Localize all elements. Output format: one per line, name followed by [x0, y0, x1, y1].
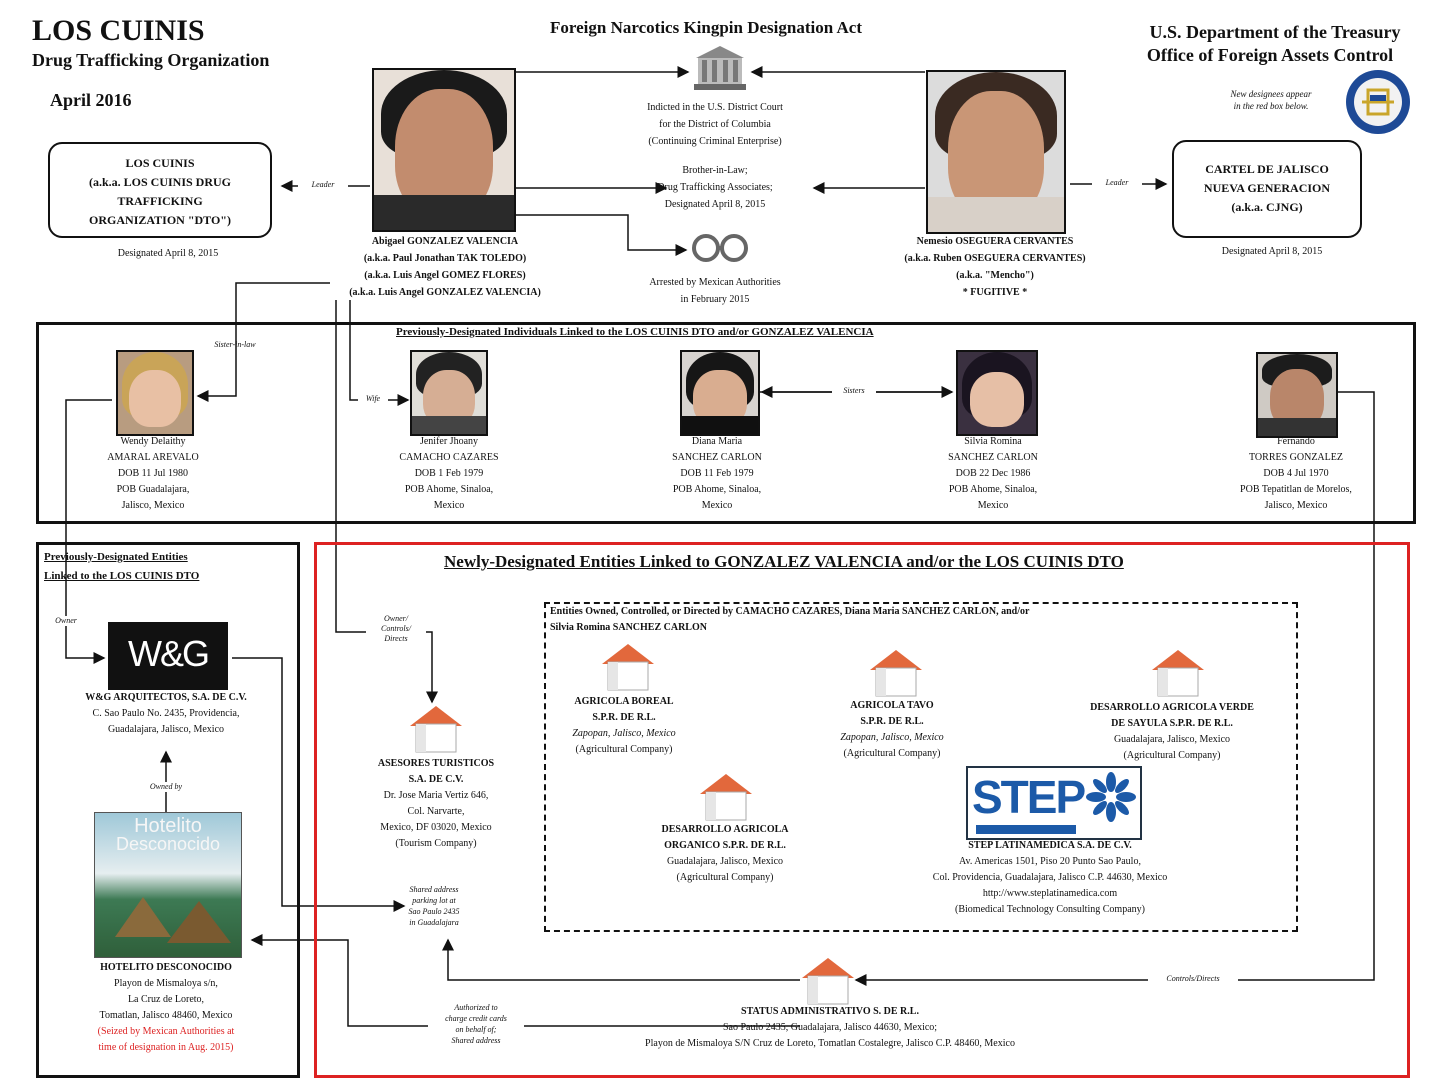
house-icon — [866, 646, 926, 698]
hotel-caption: HOTELITO DESCONOCIDO Playon de Mismaloya s/n, La Cruz de Loreto, Tomatlan, Jalisco 48460, Mexico (Seized by Mexican Authorities at time of designation in Aug. 2015) — [97, 962, 235, 1053]
house-icon — [598, 640, 658, 692]
status-caption: STATUS ADMINISTRATIVO S. DE R.L. Sao Paulo 2435, Guadalajara, Jalisco 44630, Mexico; Playon de Mismaloya S/N Cruz de Loreto, Tomatlan Costalegre, Jalisco C.P. 48460, Mexico — [645, 1006, 1015, 1049]
step-logo: STEP — [966, 766, 1142, 840]
dashed-box-heading: Entities Owned, Controlled, or Directed by CAMACHO CAZARES, Diana Maria SANCHEZ CARLON, and/or Silvia Romina SANCHEZ CARLON — [550, 606, 1030, 633]
authorized-note: Authorized to charge credit cards on behalf of; Shared address — [428, 1002, 524, 1046]
cjng-org-box: CARTEL DE JALISCO NUEVA GENERACION (a.k.a. CJNG) — [1172, 140, 1362, 238]
asesores-caption: ASESORES TURISTICOS S.A. DE C.V. Dr. Jose Maria Vertiz 646, Col. Narvarte, Mexico, DF 03020, Mexico (Tourism Company) — [377, 758, 495, 849]
hut-shapes — [105, 887, 235, 957]
hotel-photo: Hotelito Desconocido — [94, 812, 242, 958]
leader-label-left: Leader — [298, 180, 348, 190]
los-cuinis-designated: Designated April 8, 2015 — [117, 248, 219, 259]
sister-in-law-label: Sister-in-law — [214, 340, 256, 349]
owner-label: Owner — [46, 616, 86, 626]
house-icon — [406, 702, 466, 754]
person-photo-silvia — [956, 350, 1038, 436]
leader-gonzalez-caption: Abigael GONZALEZ VALENCIA (a.k.a. Paul Jonathan TAK TOLEDO) (a.k.a. Luis Angel GOMEZ FLORES) (a.k.a. Luis Angel GONZALEZ VALENCIA) — [349, 236, 541, 298]
organico-caption: DESARROLLO AGRICOLA ORGANICO S.P.R. DE R.L. Guadalajara, Jalisco, Mexico (Agricultural Company) — [661, 824, 789, 883]
dept-line2: Office of Foreign Assets Control — [1146, 45, 1394, 65]
new-entities-heading: Newly-Designated Entities Linked to GONZALEZ VALENCIA and/or the LOS CUINIS DTO — [444, 552, 1124, 571]
step-caption: STEP LATINAMEDICA S.A. DE C.V. Av. Americas 1501, Piso 20 Punto Sao Paulo, Col. Providencia, Guadalajara, Jalisco C.P. 44630, Mexico http://www.steplatinamedica.com (Biomedical Technology Consulting Company) — [932, 840, 1168, 915]
leader-photo-gonzalez — [372, 68, 516, 232]
date: April 2016 — [50, 90, 132, 110]
person-photo-camacho — [410, 350, 488, 436]
person-caption-amaral: Wendy Delaithy AMARAL AREVALO DOB 11 Jul 1980 POB Guadalajara, Jalisco, Mexico — [107, 436, 199, 511]
wg-caption: W&G ARQUITECTOS, S.A. DE C.V. C. Sao Paulo No. 2435, Providencia, Guadalajara, Jalisco, Mexico — [85, 692, 247, 735]
shared-address-note: Shared address parking lot at Sao Paulo 2435 in Guadalajara — [408, 885, 460, 927]
controls-directs-label: Controls/Directs — [1148, 974, 1238, 984]
leader-photo-oseguera — [926, 70, 1066, 234]
main-title: LOS CUINIS — [32, 14, 205, 47]
house-icon — [696, 770, 756, 822]
step-flower-icon — [1086, 772, 1136, 822]
person-caption-camacho: Jenifer Jhoany CAMACHO CAZARES DOB 1 Feb 1979 POB Ahome, Sinaloa, Mexico — [399, 436, 499, 511]
indicted-note: Indicted in the U.S. District Court for the District of Columbia (Continuing Criminal Enterprise) — [647, 102, 783, 147]
sisters-label: Sisters — [832, 386, 876, 396]
person-caption-silvia: Silvia Romina SANCHEZ CARLON DOB 22 Dec 1986 POB Ahome, Sinaloa, Mexico — [948, 436, 1038, 511]
dept-line1: U.S. Department of the Treasury — [1149, 22, 1401, 42]
house-icon — [798, 954, 858, 1006]
new-designees-note: New designees appear in the red box below. — [1230, 89, 1312, 111]
previous-entities-heading: Previously-Designated Entities Linked to the LOS CUINIS DTO — [44, 551, 200, 582]
boreal-caption: AGRICOLA BOREAL S.P.R. DE R.L. Zapopan, Jalisco, Mexico (Agricultural Company) — [572, 696, 676, 755]
person-photo-torres — [1256, 352, 1338, 438]
arrested-note: Arrested by Mexican Authorities in February 2015 — [649, 277, 781, 305]
tavo-caption: AGRICOLA TAVO S.P.R. DE R.L. Zapopan, Jalisco, Mexico (Agricultural Company) — [840, 700, 944, 759]
verde-caption: DESARROLLO AGRICOLA VERDE DE SAYULA S.P.R. DE R.L. Guadalajara, Jalisco, Mexico (Agricultural Company) — [1090, 702, 1254, 761]
cjng-designated: Designated April 8, 2015 — [1221, 246, 1323, 257]
act-title: Foreign Narcotics Kingpin Designation Act — [550, 18, 862, 37]
person-photo-amaral — [116, 350, 194, 436]
los-cuinis-org-box: LOS CUINIS (a.k.a. LOS CUINIS DRUG TRAFFICKING ORGANIZATION "DTO") — [48, 142, 272, 238]
leader-label-right: Leader — [1092, 178, 1142, 188]
treasury-seal-icon — [1342, 68, 1414, 136]
leader-oseguera-caption: Nemesio OSEGUERA CERVANTES (a.k.a. Ruben OSEGUERA CERVANTES) (a.k.a. "Mencho") * FUGITIVE * — [904, 236, 1086, 298]
relation-note: Brother-in-Law; Drug Trafficking Associates; Designated April 8, 2015 — [657, 165, 773, 210]
house-icon — [1148, 646, 1208, 698]
owned-by-label: Owned by — [136, 782, 196, 792]
wife-label: Wife — [358, 394, 388, 404]
handcuffs-icon — [690, 230, 750, 264]
previous-individuals-heading: Previously-Designated Individuals Linked to the LOS CUINIS DTO and/or GONZALEZ VALENCIA — [396, 326, 874, 338]
person-photo-diana — [680, 350, 760, 436]
owner-controls-directs-label: Owner/ Controls/ Directs — [366, 614, 426, 644]
person-caption-diana: Diana Maria SANCHEZ CARLON DOB 11 Feb 1979 POB Ahome, Sinaloa, Mexico — [672, 436, 762, 511]
person-caption-torres: Fernando TORRES GONZALEZ DOB 4 Jul 1970 POB Tepatitlan de Morelos, Jalisco, Mexico — [1240, 436, 1352, 511]
courthouse-icon — [692, 44, 748, 92]
wg-logo: W&G — [108, 622, 228, 690]
subtitle: Drug Trafficking Organization — [32, 50, 270, 70]
